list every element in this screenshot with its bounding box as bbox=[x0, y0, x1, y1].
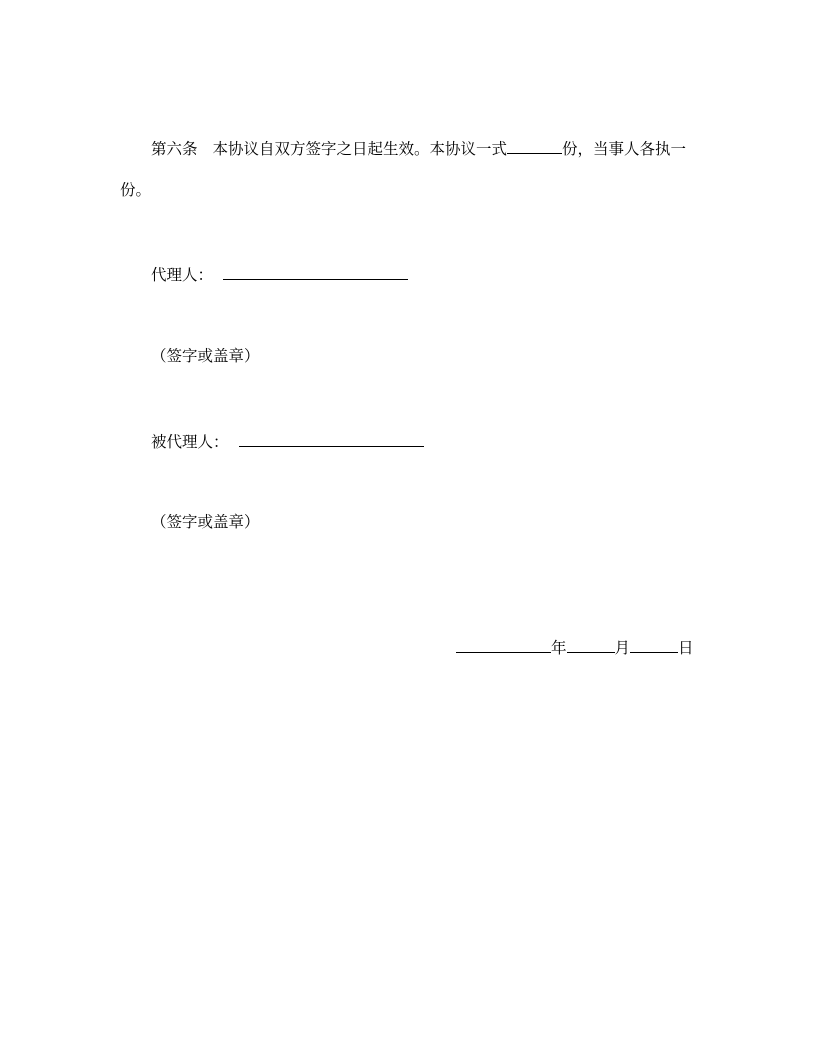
article-text-part2: 份，当事人各执一 bbox=[561, 140, 686, 158]
principal-signature-blank[interactable] bbox=[239, 431, 424, 447]
agent-label: 代理人： bbox=[151, 266, 214, 284]
year-label: 年 bbox=[551, 639, 567, 657]
day-blank[interactable] bbox=[630, 637, 678, 653]
principal-sign-note: （签字或盖章） bbox=[151, 513, 260, 531]
article-number: 第六条 bbox=[151, 140, 198, 158]
article-continuation: 份。 bbox=[120, 181, 152, 199]
principal-sign-note-row bbox=[151, 512, 260, 532]
day-label: 日 bbox=[678, 639, 694, 657]
principal-label: 被代理人： bbox=[151, 433, 229, 451]
agent-signature-blank[interactable] bbox=[223, 264, 408, 280]
month-blank[interactable] bbox=[567, 637, 615, 653]
copies-count-blank[interactable] bbox=[507, 138, 562, 154]
year-blank[interactable] bbox=[456, 637, 551, 653]
agent-row bbox=[151, 264, 408, 285]
date-row bbox=[456, 637, 694, 658]
agent-sign-note-row bbox=[151, 346, 260, 366]
article-six-line-1 bbox=[151, 138, 686, 159]
agent-sign-note: （签字或盖章） bbox=[151, 347, 260, 365]
principal-row bbox=[151, 431, 424, 452]
month-label: 月 bbox=[614, 639, 631, 657]
article-text-part1: 本协议自双方签字之日起生效。本协议一式 bbox=[212, 140, 507, 158]
article-six-line-2 bbox=[120, 180, 151, 200]
